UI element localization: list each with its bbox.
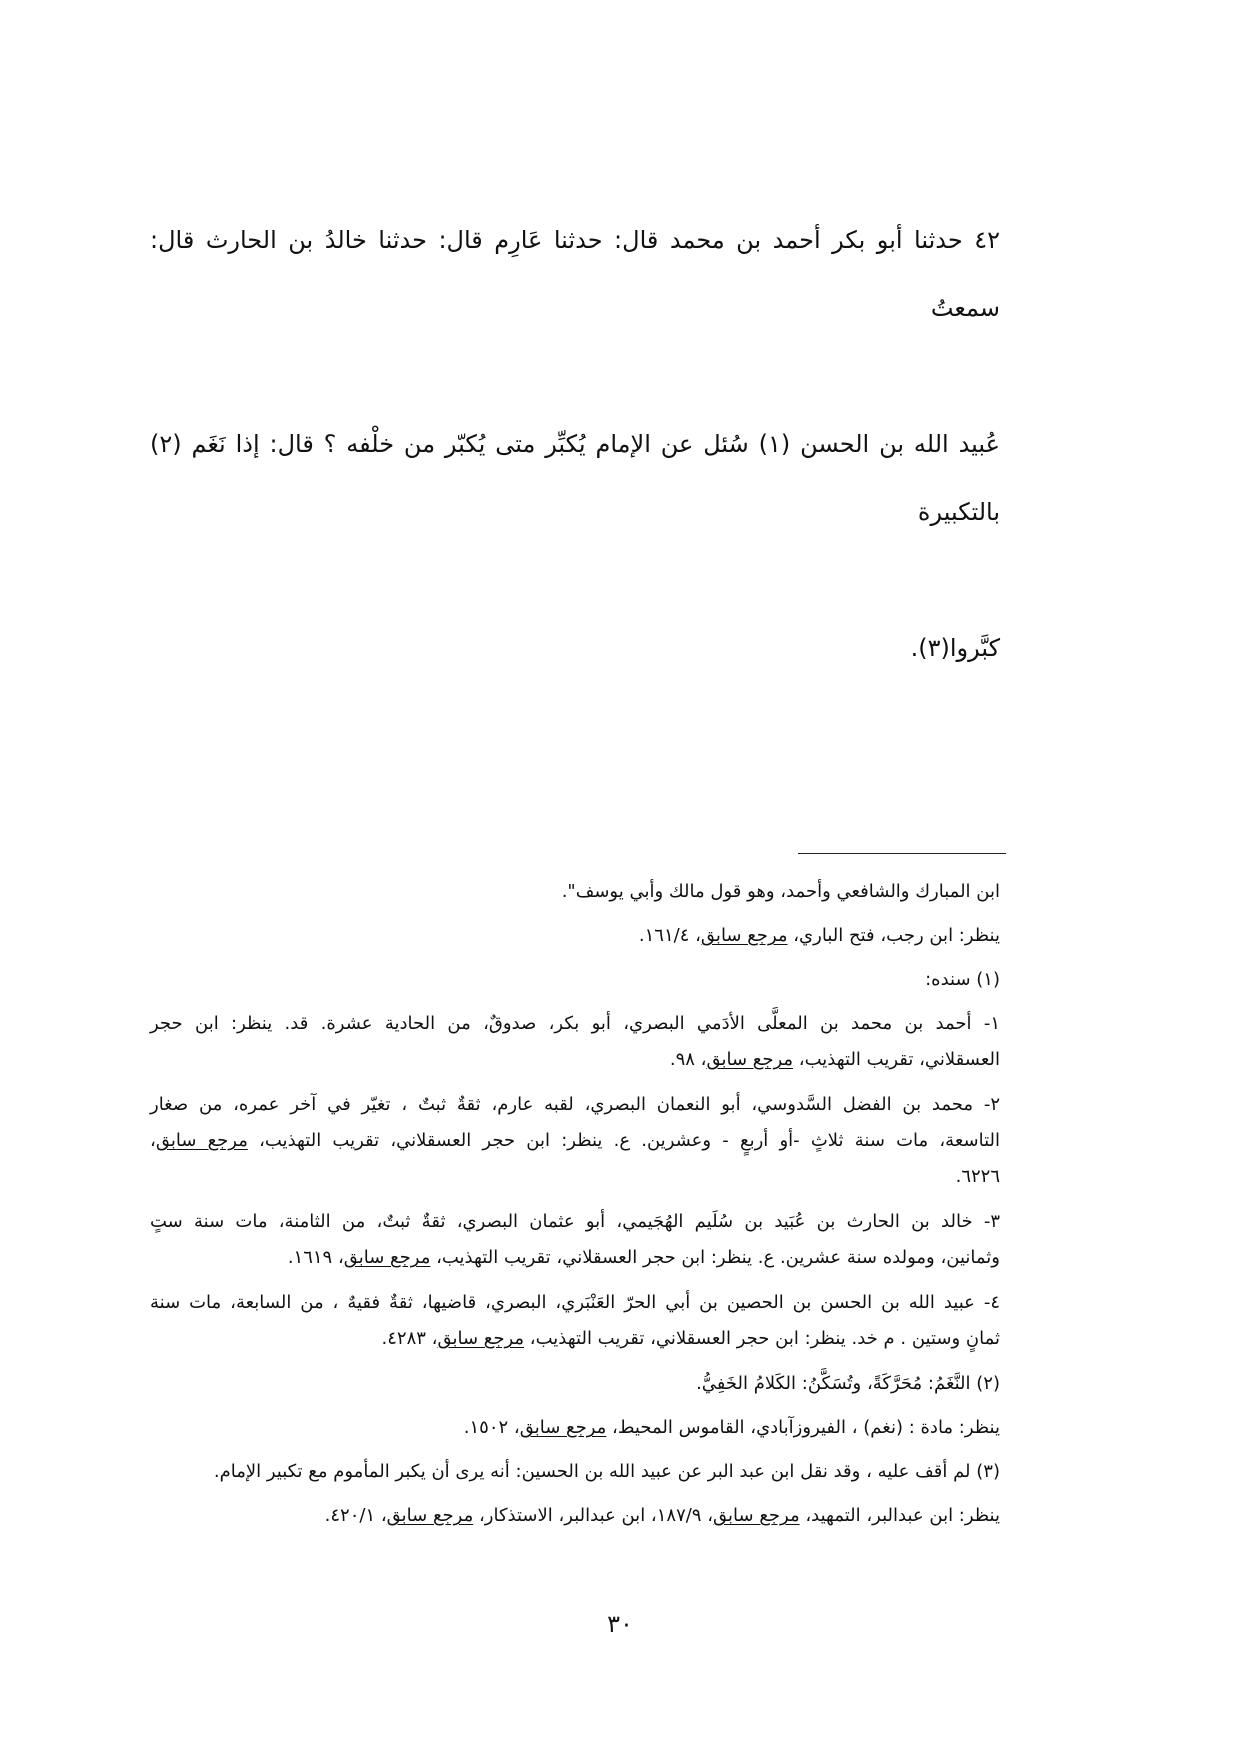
footnote-text: ، ١٦١/٤. [638,925,701,946]
footnote-text: التاسعة، مات سنة ثلاثٍ -أو أربعٍ - وعشرين. ع. ينظر: ابن حجر العسقلاني، تقريب التهذيب، [247,1130,1000,1151]
footnote-reference-line [150,918,1000,953]
footnote-text: العسقلاني، تقريب التهذيب، [793,1049,1000,1070]
main-text-line-1: ٤٢ حدثنا أبو بكر أحمد بن محمد قال: حدثنا عَارِم قال: حدثنا خالدُ بن الحارث قال: سمعتُ [150,226,1000,322]
footnote-text: (١) سنده: [925,969,1000,990]
footnote-text: ، ٤٢٠/١. [324,1505,387,1526]
footnote-text: (٣) لم أقف عليه ، وقد نقل ابن عبد البر عن عبيد الله بن الحسين: أنه يرى أن يكبر المأموم مع تكبير الإمام. [213,1461,1000,1482]
footnote-1-heading [150,962,1000,997]
reference-link: مرجع سابق [343,1247,431,1268]
reference-link: مرجع سابق [519,1417,607,1438]
main-text [150,138,1000,682]
narrator-entry-line [150,1240,1000,1276]
narrator-entry-line: ٤- عبيد الله بن الحسن بن الحصين بن أبي الحرّ العَنْبَري، البصري، قاضيها، ثقةٌ فقيهٌ ، من السابعة، مات سنة [150,1292,1000,1313]
footnote-3-reference [150,1498,1000,1533]
footnote-divider [798,853,1006,854]
footnote-2-reference [150,1410,1000,1445]
main-text-line-2: عُبيد الله بن الحسن (١) سُئل عن الإمام يُكبِّر متى يُكبّر من خلْفه ؟ قال: إذا نَغَم (٢) بالتكبيرة [150,430,1000,526]
narrator-entry-4 [150,1285,1000,1357]
footnote-text: ، ١٦١٩. [287,1247,344,1268]
narrator-entry-line: ٦٢٢٦. [955,1166,1000,1187]
footnote-text: ينظر: ابن رجب، فتح الباري، [787,925,1000,946]
footnote-text: ، [150,1130,156,1151]
narrator-entry-1 [150,1006,1000,1078]
narrator-entry-line: ٢- محمد بن الفضل السَّدوسي، أبو النعمان البصري، لقبه عارم، ثقةٌ ثبتٌ ، تغيّر في آخر عمره، من صغار [150,1094,1000,1115]
page-number: ٣٠ [607,1610,633,1638]
reference-link: مرجع سابق [713,1505,800,1526]
reference-link: مرجع سابق [155,1130,248,1151]
footnote-text: ابن المبارك والشافعي وأحمد، وهو قول مالك وأبي يوسف". [561,881,1000,902]
narrator-entry-line [150,1123,1000,1159]
footnote-text: ، ٩٨. [669,1049,707,1070]
narrator-entry-line: ٣- خالد بن الحارث بن عُبَيد بن سُلَيم الهُجَيمي، أبو عثمان البصري، ثقةٌ ثبتٌ، من الثامنة، مات سنة ستٍ [150,1211,1000,1232]
footnote-text: ثمانٍ وستين . م خد. ينظر: ابن حجر العسقلاني، تقريب التهذيب، [524,1328,1000,1349]
footnote-3 [150,1454,1000,1489]
reference-link: مرجع سابق [386,1505,474,1526]
footnotes [150,874,1000,1542]
footnote-text: ينظر: ابن عبدالبر، التمهيد، [799,1505,1000,1526]
footnote-text: ، ١٥٠٢. [463,1417,520,1438]
reference-link: مرجع سابق [706,1049,794,1070]
footnote-continuation [150,874,1000,909]
narrator-entry-line: ١- أحمد بن محمد بن المعلَّى الأدَمي البصري، أبو بكر، صدوقٌ، من الحادية عشرة. قد. ينظر: ابن حجر [150,1013,1000,1034]
narrator-entry-2 [150,1087,1000,1195]
narrator-entry-line [150,1321,1000,1357]
footnote-text: ينظر: مادة : (نغم) ، الفيروزآبادي، القاموس المحيط، [606,1417,1000,1438]
footnote-text: ، ٤٢٨٣. [381,1328,438,1349]
reference-link: مرجع سابق [437,1328,525,1349]
footnote-text: (٢) النَّغَمُ: مُحَرَّكَةً، وتُسَكَّنُ: الكَلامُ الخَفِيُّ. [696,1373,1000,1394]
reference-link: مرجع سابق [700,925,788,946]
footnote-text: وثمانين، ومولده سنة عشرين. ع. ينظر: ابن حجر العسقلاني، تقريب التهذيب، [430,1247,1000,1268]
narrator-entry-3 [150,1204,1000,1276]
footnote-text: ، ١٨٧/٩، ابن عبدالبر، الاستذكار، [473,1505,714,1526]
main-text-line-3: كبَّروا(٣). [910,634,1000,662]
footnote-2 [150,1366,1000,1401]
narrator-entry-line [150,1042,1000,1078]
